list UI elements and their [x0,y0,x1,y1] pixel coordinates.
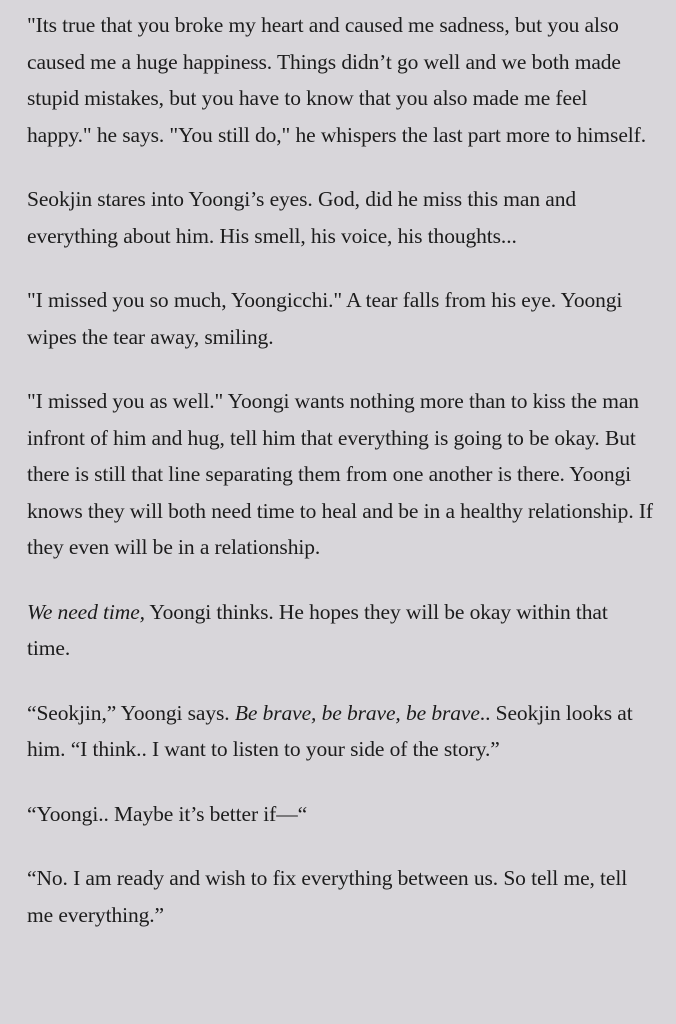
paragraph-6 [27,695,656,768]
paragraph-6-before: “Seokjin,” Yoongi says. [27,700,235,725]
paragraph-6-italic: Be brave, be brave, be brave [234,700,480,725]
paragraph-7: “Yoongi.. Maybe it’s better if—“ [27,801,308,826]
paragraph-1: "Its true that you broke my heart and caused me sadness, but you also caused me a huge happiness. Things didn’t go well and we both made stupid mistakes, but you have to know that you also made me feel happy." he says. "You still do," he whispers the last part more to himself. [27,13,646,147]
paragraph-6-after: .. Seokjin looks at him. “I think.. I want to listen to your side of the story.” [27,700,633,761]
paragraph-2: Seokjin stares into Yoongi’s eyes. God, did he miss this man and everything about him. His smell, his voice, his thoughts... [27,187,577,248]
paragraph-5 [27,594,656,667]
paragraph-5-text: Yoongi thinks. He hopes they will be okay within that time. [27,599,608,660]
paragraph-4: "I missed you as well." Yoongi wants nothing more than to kiss the man infront of him and hug, tell him that everything is going to be okay. But there is still that line separating them from one another is there. Yoongi knows they will both need time to heal and be in a healthy relationship. If they even will be in a relationship. [27,389,653,559]
paragraph-3: "I missed you so much, Yoongicchi." A tear falls from his eye. Yoongi wipes the tear away, smiling. [27,288,623,349]
paragraph-5-italic: We need time, [27,599,145,624]
paragraph-8: “No. I am ready and wish to fix everything between us. So tell me, tell me everything.” [27,866,628,927]
